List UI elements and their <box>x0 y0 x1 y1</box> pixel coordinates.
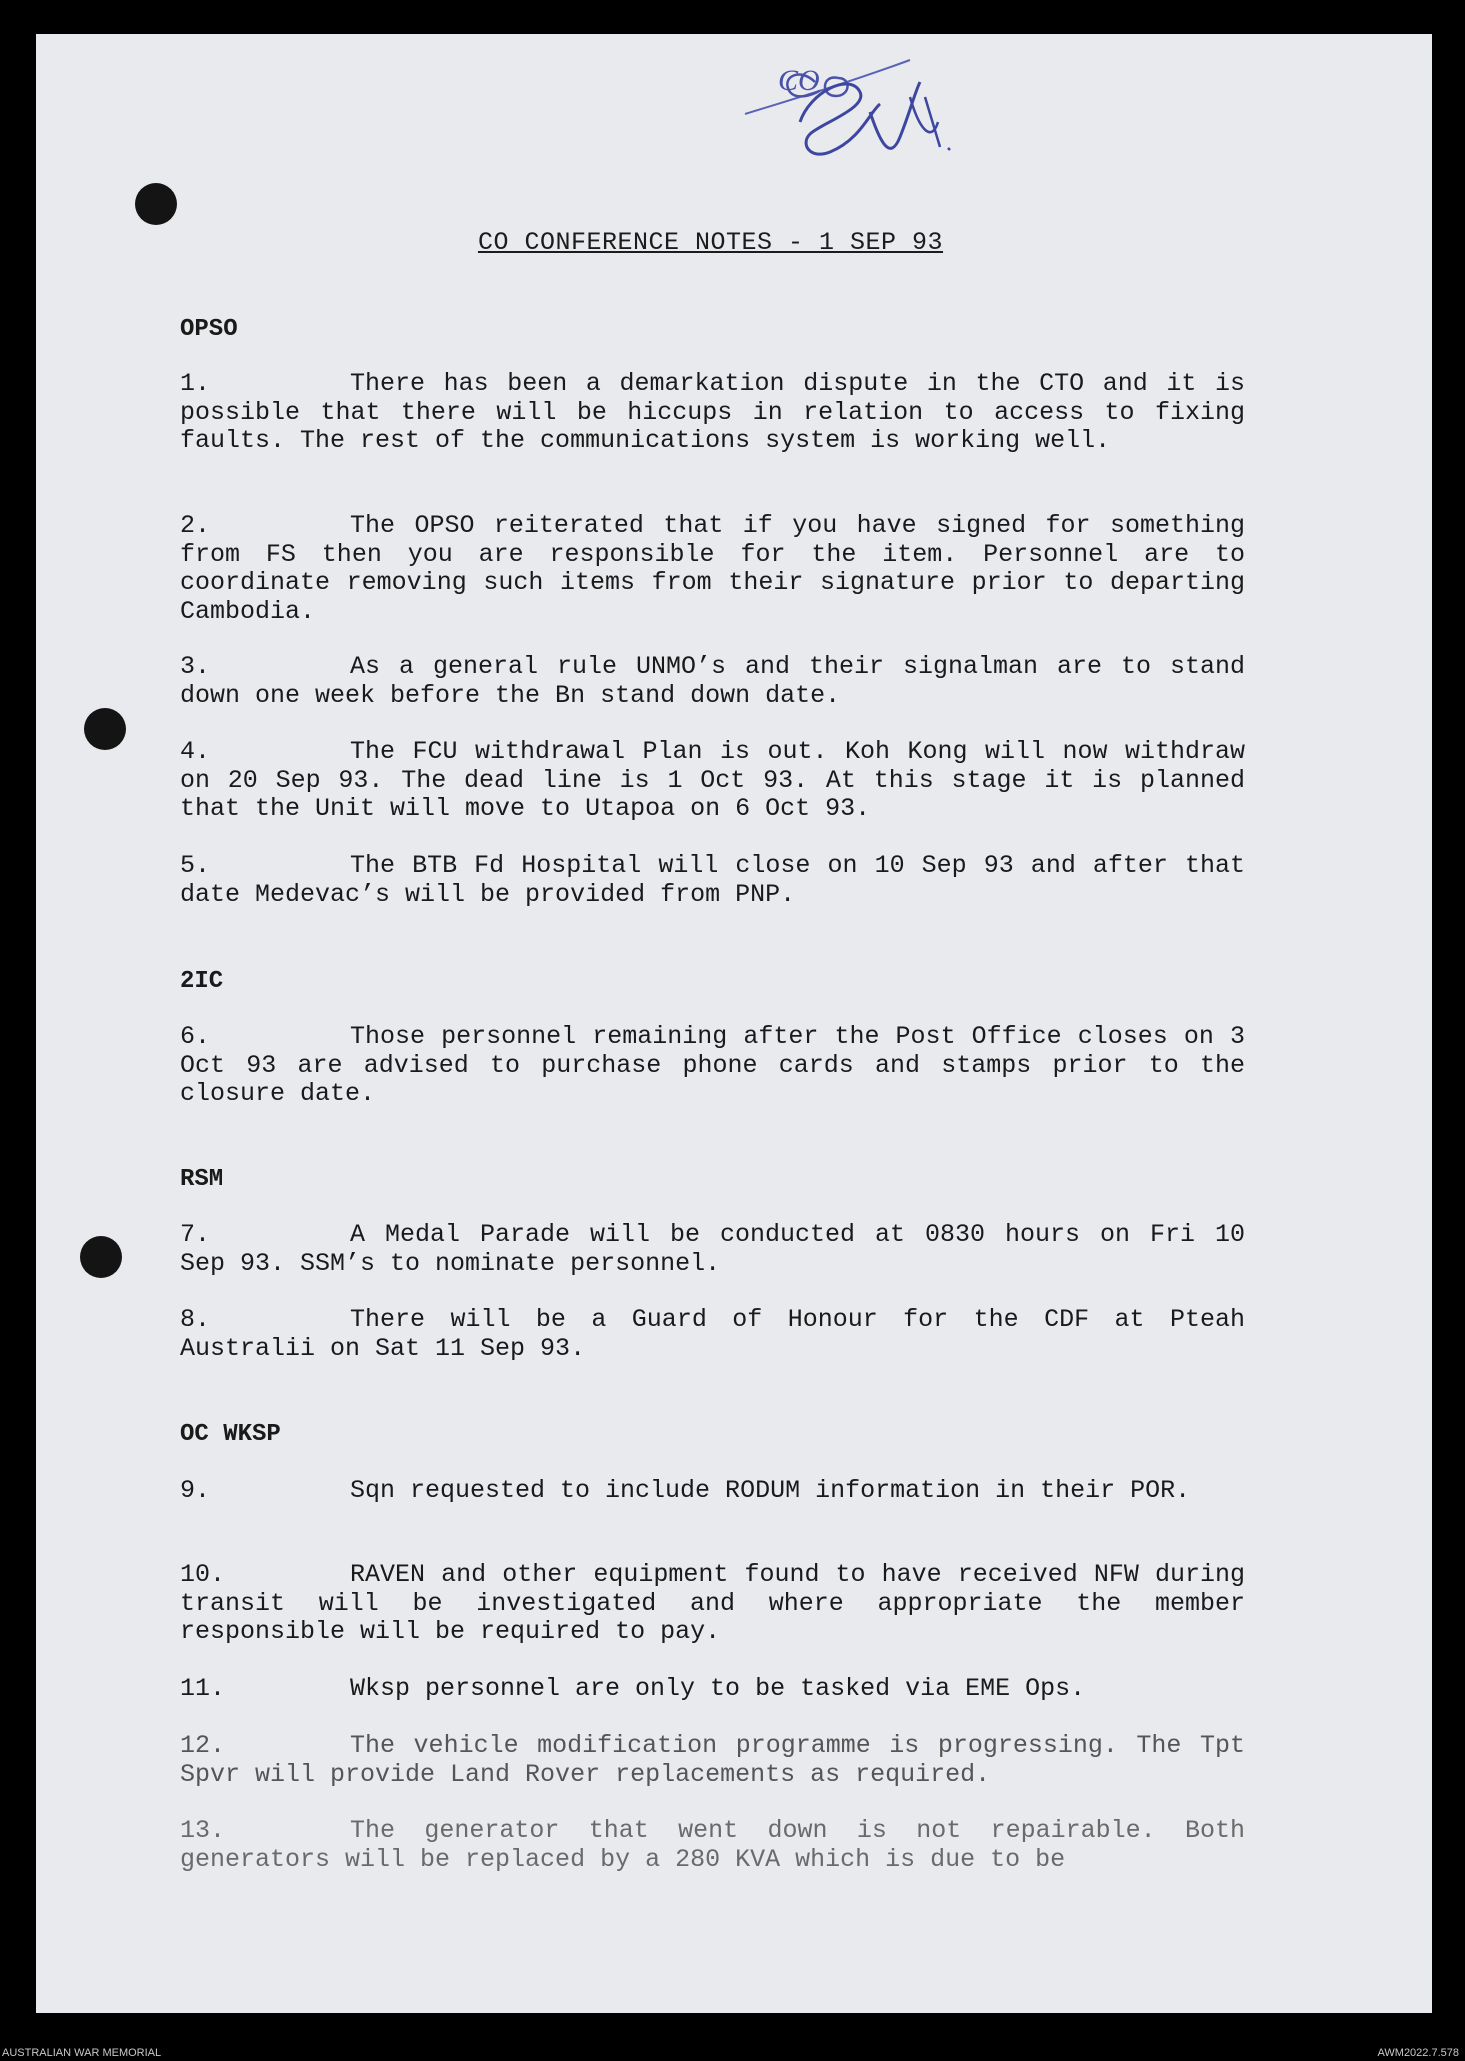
section-heading-oc-wksp: OC WKSP <box>180 1421 281 1448</box>
list-item: 9. Sqn requested to include RODUM information in their POR. <box>180 1476 1191 1505</box>
list-item: 10. RAVEN and other equipment found to have received NFW during transit will be investigated and where appropriate the member responsible will be required to pay. <box>180 1560 1245 1646</box>
list-item: 8. There will be a Guard of Honour for the CDF at Pteah Australii on Sat 11 Sep 93. <box>180 1305 1245 1363</box>
svg-text:CO: CO <box>778 64 820 97</box>
list-item: 3. As a general rule UNMO’s and their signalman are to stand down one week before the Bn stand down date. <box>180 652 1245 710</box>
punch-hole <box>80 1236 122 1278</box>
list-item: 5. The BTB Fd Hospital will close on 10 Sep 93 and after that date Medevac’s will be provided from PNP. <box>180 851 1245 909</box>
footer-accession-number: AWM2022.7.578 <box>1377 2047 1459 2059</box>
section-heading-opso: OPSO <box>180 316 238 343</box>
handwritten-signature <box>740 52 960 172</box>
list-item: 13. The generator that went down is not repairable. Both generators will be replaced by a 280 KVA which is due to be <box>180 1816 1245 1874</box>
list-item: 4. The FCU withdrawal Plan is out. Koh Kong will now withdraw on 20 Sep 93. The dead line is 1 Oct 93. At this stage it is planned that the Unit will move to Utapoa on 6 Oct 93. <box>180 737 1245 823</box>
section-heading-2ic: 2IC <box>180 968 224 995</box>
punch-hole <box>135 183 177 225</box>
document-title: CO CONFERENCE NOTES - 1 SEP 93 <box>477 228 944 257</box>
section-heading-rsm: RSM <box>180 1166 224 1193</box>
punch-hole <box>84 708 126 750</box>
list-item: 2. The OPSO reiterated that if you have signed for something from FS then you are responsible for the item. Personnel are to coordinate removing such items from their signature prior to departing Cambodia. <box>180 511 1245 626</box>
list-item: 11. Wksp personnel are only to be tasked via EME Ops. <box>180 1674 1086 1703</box>
list-item: 12. The vehicle modification programme is progressing. The Tpt Spvr will provide Land Rover replacements as required. <box>180 1731 1245 1789</box>
footer-credit: AUSTRALIAN WAR MEMORIAL <box>2 2047 162 2059</box>
list-item: 1. There has been a demarkation dispute in the CTO and it is possible that there will be hiccups in relation to access to fixing faults. The rest of the communications system is working well. <box>180 369 1245 455</box>
list-item: 6. Those personnel remaining after the Post Office closes on 3 Oct 93 are advised to purchase phone cards and stamps prior to the closure date. <box>180 1022 1245 1108</box>
list-item: 7. A Medal Parade will be conducted at 0830 hours on Fri 10 Sep 93. SSM’s to nominate personnel. <box>180 1220 1245 1278</box>
